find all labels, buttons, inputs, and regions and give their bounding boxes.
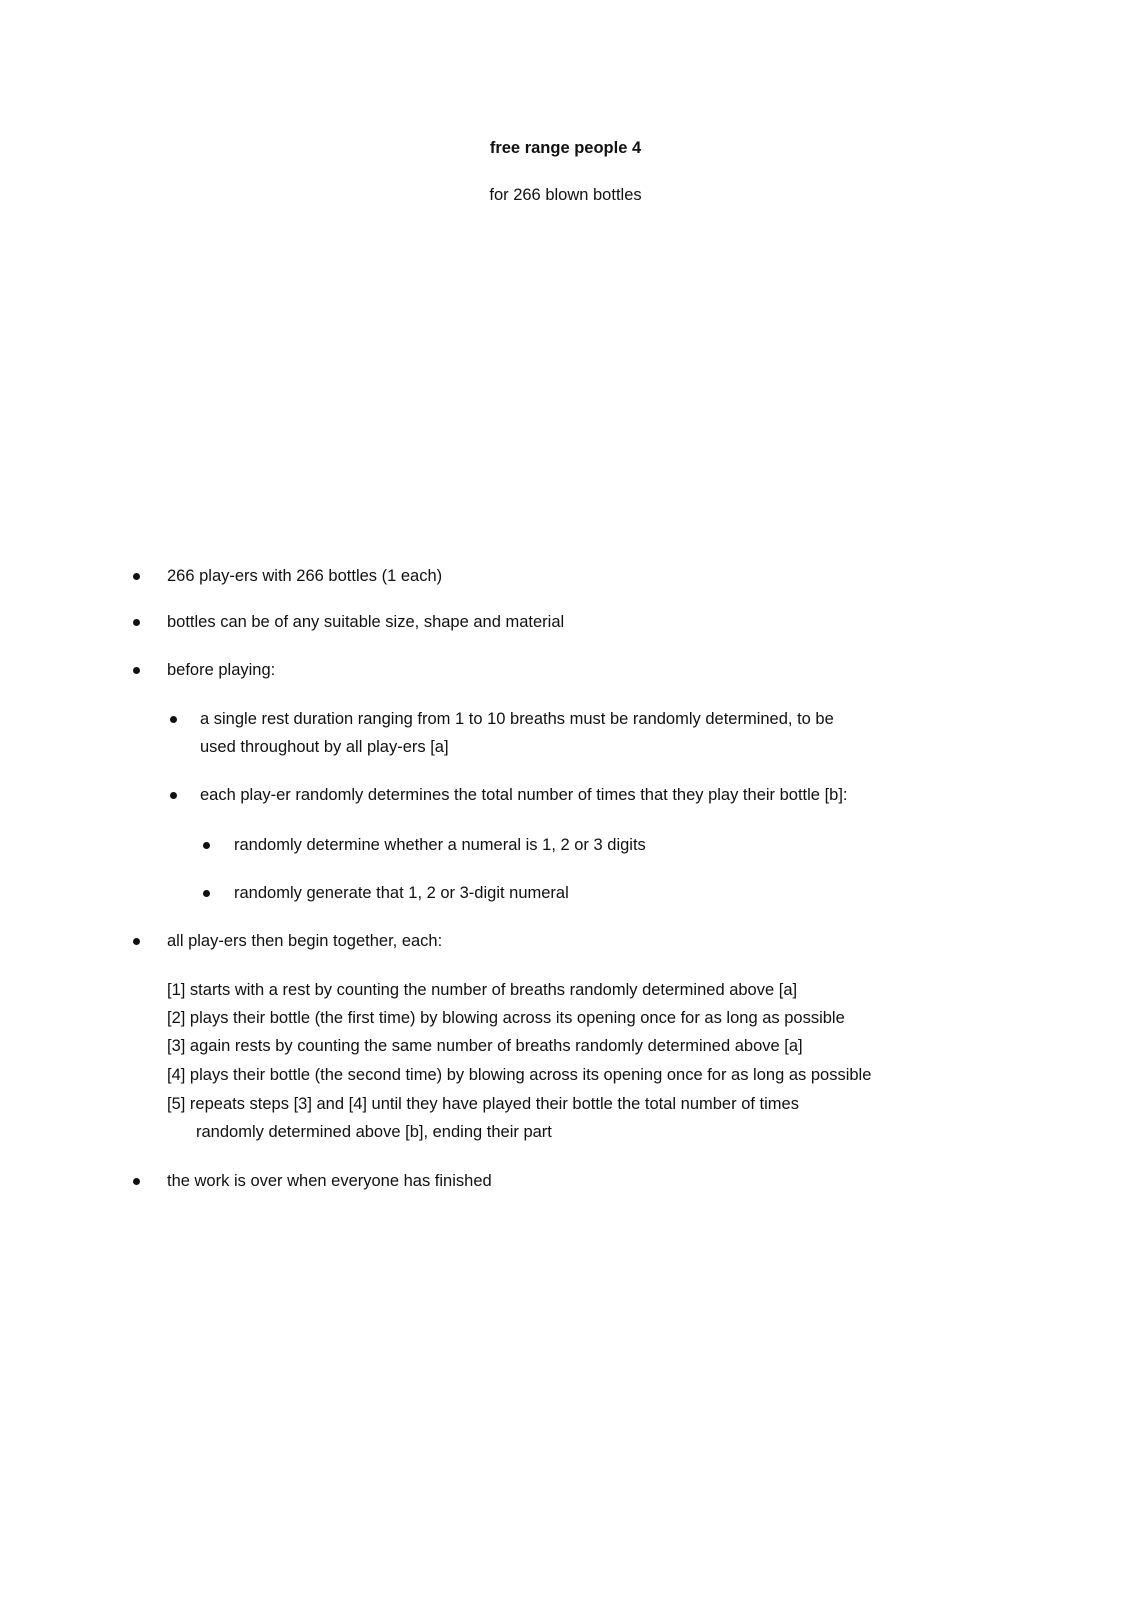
bullet-icon bbox=[203, 842, 210, 849]
list-item: before playing: bbox=[167, 661, 276, 679]
document-title: free range people 4 bbox=[489, 139, 642, 157]
bullet-icon bbox=[133, 573, 140, 580]
bullet-icon bbox=[133, 938, 140, 945]
list-item: bottles can be of any suitable size, shape and material bbox=[167, 613, 565, 631]
bullet-icon bbox=[133, 1178, 140, 1185]
document-subtitle: for 266 blown bottles bbox=[489, 186, 642, 204]
bullet-icon bbox=[133, 667, 140, 674]
step-3: [3] again rests by counting the same number of breaths randomly determined above [a] bbox=[167, 1037, 803, 1055]
step-1: [1] starts with a rest by counting the number of breaths randomly determined above [a] bbox=[167, 981, 798, 999]
list-item: the work is over when everyone has finished bbox=[167, 1172, 492, 1190]
bullet-icon bbox=[170, 792, 177, 799]
bullet-icon bbox=[170, 716, 177, 723]
step-5-continuation: randomly determined above [b], ending their part bbox=[196, 1123, 552, 1141]
bullet-icon bbox=[203, 890, 210, 897]
list-item: all play-ers then begin together, each: bbox=[167, 932, 443, 950]
list-item: randomly generate that 1, 2 or 3-digit numeral bbox=[234, 884, 569, 902]
list-item: each play-er randomly determines the total number of times that they play their bottle [b]: bbox=[200, 786, 848, 804]
step-2: [2] plays their bottle (the first time) by blowing across its opening once for as long as possible bbox=[167, 1009, 845, 1027]
list-item: a single rest duration ranging from 1 to 10 breaths must be randomly determined, to be bbox=[200, 710, 834, 728]
list-item-continuation: used throughout by all play-ers [a] bbox=[200, 738, 449, 756]
step-5: [5] repeats steps [3] and [4] until they have played their bottle the total number of times bbox=[167, 1095, 799, 1113]
list-item: 266 play-ers with 266 bottles (1 each) bbox=[167, 567, 443, 585]
bullet-icon bbox=[133, 619, 140, 626]
list-item: randomly determine whether a numeral is 1, 2 or 3 digits bbox=[234, 836, 646, 854]
step-4: [4] plays their bottle (the second time) by blowing across its opening once for as long as possible bbox=[167, 1066, 872, 1084]
